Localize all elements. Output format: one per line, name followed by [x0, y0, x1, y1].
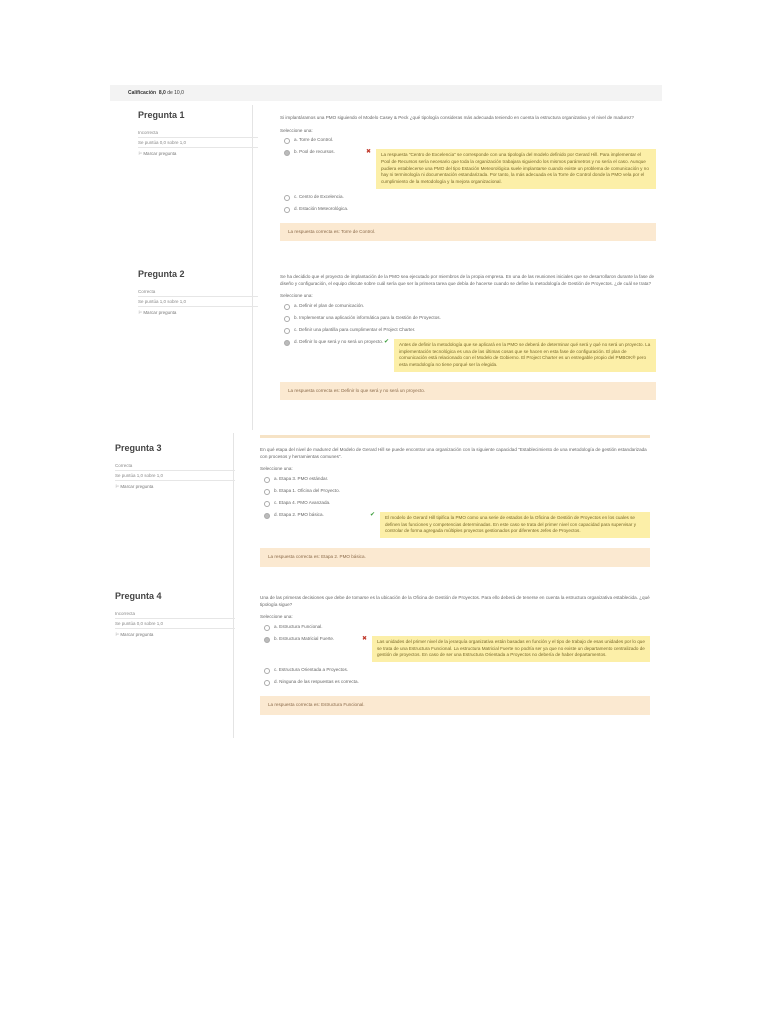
option-label: Torre de Control. — [299, 137, 334, 143]
option-label: Etapa 1. Oficina del Proyecto. — [279, 487, 340, 493]
option-letter: b. — [294, 314, 298, 320]
feedback-box: Antes de definir la metodología que se aplicará en la PMO se deberá de determinar qué será y qué no será un proyecto. La implementación tecnológica es una de las últimas cosas que se hacen en esta fase de configuración. El plan de comunicación está relacionado con el Modelo de Gobierno. El Project Charter es un entregable propio del PMBOK® pero esta metodología no tiene porqué ser la elegida. — [394, 339, 656, 372]
question-info-3 — [115, 443, 235, 493]
correct-answer-box: La respuesta correcta es: Definir lo que será y no será un proyecto. — [280, 382, 656, 401]
question-points: Se puntúa 1,0 sobre 1,0 — [138, 297, 258, 307]
grade-label: Calificación — [128, 90, 157, 96]
option-b[interactable] — [284, 149, 656, 188]
radio-button[interactable] — [264, 477, 270, 483]
option-label: Etapa 3. PMO estándar. — [279, 475, 329, 481]
flag-label: Marcar pregunta — [120, 484, 154, 489]
select-label: Seleccione una: — [280, 293, 313, 299]
correct-answer-box: La respuesta correcta es: Etapa 2. PMO básica. — [260, 548, 650, 567]
option-letter: d. — [294, 205, 298, 211]
option-letter: c. — [294, 193, 298, 199]
question-text: Si implantáramos una PMO siguiendo el Modelo Casey & Peck ¿qué tipología consideras más adecuada teniendo en cuenta la estructura organizativa y el nivel de madurez? — [280, 115, 634, 120]
option-letter: b. — [274, 487, 278, 493]
question-text: Una de las primeras decisiones que debe de tomarse es la ubicación de la Oficina de Gestión de Proyectos. Para ello deberá de tenerse en cuenta la estructura organizativa establecida. ¿qué tipología sigue? — [260, 595, 650, 607]
option-label: Definir el plan de comunicación. — [299, 302, 365, 308]
question-points: Se puntúa 1,0 sobre 1,0 — [115, 471, 235, 481]
correct-answer-box: La respuesta correcta es: Estructura Funcional. — [260, 696, 650, 715]
radio-button[interactable] — [264, 625, 270, 631]
grade-bar — [110, 85, 662, 101]
incorrect-icon: ✖ — [366, 149, 372, 156]
question-status: Incorrecta — [115, 609, 235, 619]
option-letter: c. — [274, 499, 278, 505]
option-b[interactable] — [264, 488, 650, 495]
incorrect-icon: ✖ — [362, 635, 368, 642]
radio-button[interactable] — [264, 513, 270, 519]
question-points: Se puntúa 0,0 sobre 1,0 — [115, 619, 235, 629]
option-label: Estructura Matricial Fuerte. — [279, 635, 335, 641]
radio-button[interactable] — [264, 501, 270, 507]
option-letter: c. — [274, 666, 278, 672]
correct-icon: ✔ — [384, 338, 390, 345]
feedback-box: La respuesta "Centro de Excelencia" se corresponde con una tipología del modelo definido por Gerard Hill. Para implementar el Pool de Recursos sería necesario que toda la organización trabajara siguiendo los mismos parámetros y no sería el caso. Aunque pudiera establecerse una PMO del tipo Estación Meteorológica suele implantarse cuando existe un problema de comunicación y no hay ni terminología ni documentación estandarizada. Por tanto, la más adecuada es la Torre de Control donde la PMO vela por el cumplimiento de la metodología y la mejora organizacional. — [376, 149, 656, 188]
question-body-2 — [280, 274, 656, 400]
option-c[interactable] — [284, 194, 656, 201]
option-label: Pool de recursos. — [299, 149, 335, 155]
option-label: Implementar una aplicación informática para la Gestión de Proyectos. — [299, 314, 441, 320]
flag-icon: ⚐ — [138, 310, 143, 315]
question-title: Pregunta 2 — [138, 269, 185, 279]
quiz-screenshot-1 — [110, 85, 662, 430]
flag-question-button[interactable] — [115, 481, 235, 493]
radio-button[interactable] — [264, 637, 270, 643]
option-b[interactable] — [284, 315, 656, 322]
flag-question-button[interactable] — [138, 307, 258, 319]
option-a[interactable] — [284, 303, 656, 310]
flag-icon: ⚐ — [115, 632, 120, 637]
radio-button[interactable] — [284, 304, 290, 310]
option-label: Estación Meteorológica. — [299, 205, 349, 211]
radio-button[interactable] — [284, 195, 290, 201]
radio-button[interactable] — [284, 340, 290, 346]
radio-button[interactable] — [284, 138, 290, 144]
flag-question-button[interactable] — [138, 148, 258, 160]
question-title: Pregunta 1 — [138, 110, 185, 120]
option-label: Definir lo que será y no será un proyecto. — [299, 338, 384, 344]
radio-button[interactable] — [284, 207, 290, 213]
option-letter: a. — [274, 475, 278, 481]
select-label: Seleccione una: — [260, 466, 293, 472]
option-letter: a. — [274, 623, 278, 629]
option-a[interactable] — [264, 476, 650, 483]
feedback-box: El modelo de Gerard Hill tipifica la PMO como una serie de estados de la Oficina de Gestión de Proyectos en los cuales se definen las funciones y competencias determinadas. En este caso se trata del primer nivel con capacidad para supervisar y controlar de forma agregada múltiples proyectos gestionados por diferentes Jefes de Proyectos. — [380, 512, 650, 538]
option-d[interactable] — [284, 206, 656, 213]
select-label: Seleccione una: — [280, 127, 313, 133]
correct-answer-box: La respuesta correcta es: Torre de Control. — [280, 223, 656, 242]
option-d[interactable] — [264, 679, 650, 686]
option-letter: d. — [274, 511, 278, 517]
option-letter: c. — [294, 326, 298, 332]
option-letter: d. — [294, 338, 298, 344]
question-info-4 — [115, 591, 235, 641]
feedback-box: Las unidades del primer nivel de la jerarquía organizativa están basadas en función y el tipo de trabajo de esas unidades por lo que se trata de una Estructura Funcional. La estructura Matricial Fuerte no podría ser ya que no existe un departamento centralizado de gestión de proyectos. En caso de ser una Estructura Orientada a Proyectos no debería de haber departamentos. — [372, 636, 650, 662]
radio-button[interactable] — [264, 680, 270, 686]
option-a[interactable] — [264, 624, 650, 631]
option-c[interactable] — [264, 500, 650, 507]
option-a[interactable] — [284, 137, 656, 144]
flag-icon: ⚐ — [138, 151, 143, 156]
option-label: Estructura Orientada a Proyectos. — [278, 666, 349, 672]
question-body-4 — [260, 595, 650, 715]
option-label: Etapa 2. PMO básica. — [279, 511, 324, 517]
quiz-screenshot-2 — [110, 433, 656, 738]
question-status: Correcta — [138, 287, 258, 297]
question-text: Se ha decidido que el proyecto de implantación de la PMO sea ejecutado por miembros de la propia empresa. En una de las reuniones iniciales que se desarrollaron durante la fase de diseño y configuración, el equipo discute sobre cuál sería que ser la primera tarea que debía de hacerse cuando se define la metodología de Gestión de Proyectos. ¿de cuál se trata? — [280, 274, 655, 286]
radio-button[interactable] — [284, 316, 290, 322]
flag-label: Marcar pregunta — [143, 151, 177, 156]
grade-suffix: de 10,0 — [167, 90, 184, 96]
option-label: Estructura Funcional. — [279, 623, 323, 629]
option-letter: b. — [294, 149, 298, 155]
question-text: En qué etapa del nivel de madurez del Modelo de Gerard Hill se puede encontrar una organización con la siguiente capacidad "Establecimiento de una metodología de gestión estandarizada con procesos y herramientas comunes". — [260, 447, 647, 459]
option-label: Ninguna de las respuestas es correcta. — [279, 678, 359, 684]
question-status: Correcta — [115, 461, 235, 471]
radio-button[interactable] — [284, 328, 290, 334]
option-c[interactable] — [284, 327, 656, 334]
question-title: Pregunta 4 — [115, 591, 162, 601]
option-letter: b. — [274, 635, 278, 641]
question-status: Incorrecta — [138, 128, 258, 138]
option-c[interactable] — [264, 667, 650, 674]
question-info-2 — [138, 269, 258, 319]
question-title: Pregunta 3 — [115, 443, 162, 453]
question-info-1 — [138, 110, 258, 160]
question-body-3 — [260, 447, 650, 567]
option-d[interactable] — [284, 339, 656, 372]
option-b[interactable] — [264, 636, 650, 662]
select-label: Seleccione una: — [260, 614, 293, 620]
radio-button[interactable] — [264, 668, 270, 674]
question-points: Se puntúa 0,0 sobre 1,0 — [138, 138, 258, 148]
flag-question-button[interactable] — [115, 629, 235, 641]
option-label: Definir una plantilla para cumplimentar el Project Charter. — [298, 326, 416, 332]
option-letter: d. — [274, 678, 278, 684]
grade-value: 8,0 — [158, 90, 166, 96]
flag-label: Marcar pregunta — [143, 310, 177, 315]
option-d[interactable] — [264, 512, 650, 538]
top-stripe — [260, 435, 650, 438]
question-body-1 — [280, 115, 656, 241]
radio-button[interactable] — [284, 150, 290, 156]
option-label: Etapa 4. PMO Avanzada. — [278, 499, 331, 505]
option-letter: a. — [294, 302, 298, 308]
flag-label: Marcar pregunta — [120, 632, 154, 637]
option-letter: a. — [294, 137, 298, 143]
option-label: Centro de Excelencia. — [298, 193, 344, 199]
radio-button[interactable] — [264, 489, 270, 495]
flag-icon: ⚐ — [115, 484, 120, 489]
correct-icon: ✔ — [370, 511, 376, 518]
